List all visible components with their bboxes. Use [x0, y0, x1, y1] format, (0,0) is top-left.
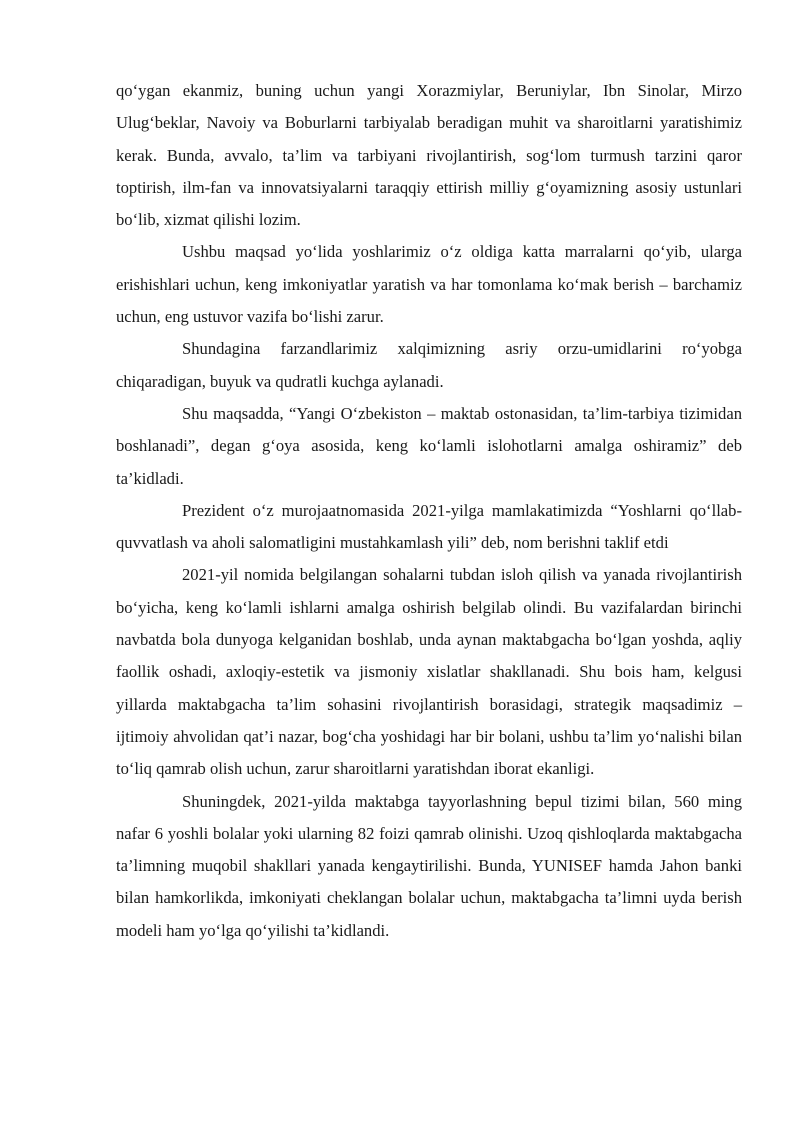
document-body	[116, 75, 742, 947]
paragraph-2: Ushbu maqsad yo‘lida yoshlarimiz o‘z oldiga katta marralarni qo‘yib, ularga erishishlari uchun, keng imkoniyatlar yaratish va har tomonlama ko‘mak berish – barchamiz uchun, eng ustuvor vazifa bo‘lishi zarur.	[116, 242, 742, 327]
paragraph-1: qo‘ygan ekanmiz, buning uchun yangi Xorazmiylar, Beruniylar, Ibn Sinolar, Mirzo Ulug‘beklar, Navoiy va Boburlarni tarbiyalab beradigan muhit va sharoitlarni yaratishimiz kerak. Bunda, avvalo, ta’lim va tarbiyani rivojlantirish, sog‘lom turmush tarzini qaror toptirish, ilm-fan va innovatsiyalarni taraqqiy ettirish milliy g‘oyamizning asosiy ustunlari bo‘lib, xizmat qilishi lozim.	[116, 81, 742, 230]
paragraph-3: Shundagina farzandlarimiz xalqimizning asriy orzu-umidlarini ro‘yobga chiqaradigan, buyuk va qudratli kuchga aylanadi.	[116, 339, 742, 391]
paragraph-7: Shuningdek, 2021-yilda maktabga tayyorlashning bepul tizimi bilan, 560 ming nafar 6 yoshli bolalar yoki ularning 82 foizi qamrab olinishi. Uzoq qishloqlarda maktabgacha ta’limning muqobil shakllari yanada kengaytirilishi. Bunda, YUNISEF hamda Jahon banki bilan hamkorlikda, imkoniyati cheklangan bolalar uchun, maktabgacha ta’limni uyda berish modeli ham yo‘lga qo‘yilishi ta’kidlandi.	[116, 791, 742, 940]
paragraph-4: Shu maqsadda, “Yangi O‘zbekiston – maktab ostonasidan, ta’lim-tarbiya tizimidan boshlanadi”, degan g‘oya asosida, keng ko‘lamli islohotlarni amalga oshiramiz” deb ta’kidladi.	[116, 403, 742, 488]
paragraph-5: Prezident o‘z murojaatnomasida 2021-yilga mamlakatimizda “Yoshlarni qo‘llab-quvvatlash va aholi salomatligini mustahkamlash yili” deb, nom berishni taklif etdi	[116, 500, 742, 553]
paragraph-6: 2021-yil nomida belgilangan sohalarni tubdan isloh qilish va yanada rivojlantirish bo‘yicha, keng ko‘lamli ishlarni amalga oshirish belgilab olindi. Bu vazifalardan birinchi navbatda bola dunyoga kelganidan boshlab, unda aynan maktabgacha bo‘lgan yoshda, aqliy faollik oshadi, axloqiy-estetik va jismoniy xislatlar shakllanadi. Shu bois ham, kelgusi yillarda maktabgacha ta’lim sohasini rivojlantirish borasidagi, strategik maqsadimiz – ijtimoiy ahvolidan qat’i nazar, bog‘cha yoshidagi har bir bolani, ushbu ta’lim yo‘nalishi bilan to‘liq qamrab olish uchun, zarur sharoitlarni yaratishdan iborat ekanligi.	[116, 565, 742, 779]
